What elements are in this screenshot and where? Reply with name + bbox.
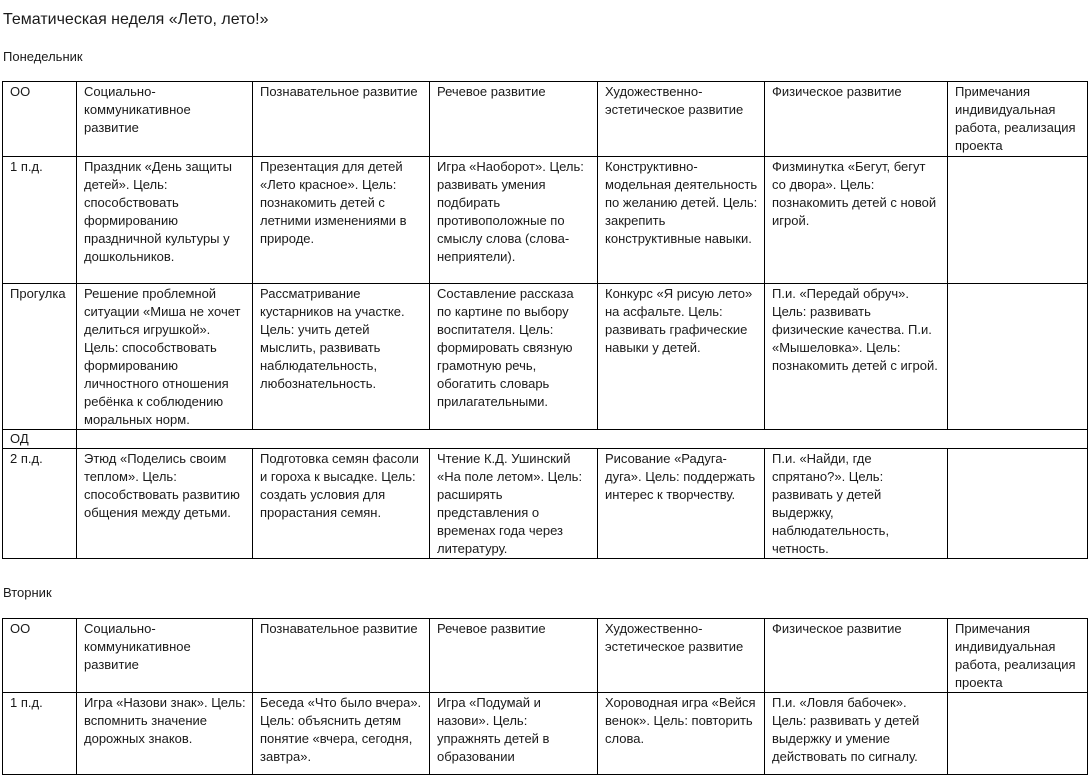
- table-row: [3, 157, 1088, 284]
- header-cell-notes: Примечания индивидуальная работа, реализация проекта: [948, 619, 1088, 693]
- table-cell: Игра «Подумай и назови». Цель: упражнять детей в образовании: [430, 693, 598, 775]
- row-label-cell: 1 п.д.: [3, 157, 77, 284]
- header-cell-oo: ОО: [3, 82, 77, 157]
- header-cell-artistic: Художественно-эстетическое развитие: [598, 82, 765, 157]
- table-cell: Конкурс «Я рисую лето» на асфальте. Цель: развивать графические навыки у детей.: [598, 284, 765, 430]
- day-heading-monday: Понедельник: [3, 49, 83, 64]
- table-cell: П.и. «Передай обруч». Цель: развивать физические качества. П.и. «Мышеловка». Цель: познакомить детей с игрой.: [765, 284, 948, 430]
- table-cell: П.и. «Найди, где спрятано?». Цель: развивать у детей выдержку, наблюдательность, четность.: [765, 449, 948, 559]
- table-cell: П.и. «Ловля бабочек». Цель: развивать у детей выдержку и умение действовать по сигналу.: [765, 693, 948, 775]
- header-cell-cognitive: Познавательное развитие: [253, 82, 430, 157]
- table-header-row: [3, 82, 1088, 157]
- header-cell-artistic: Художественно-эстетическое развитие: [598, 619, 765, 693]
- table-row: [3, 284, 1088, 430]
- header-cell-speech: Речевое развитие: [430, 82, 598, 157]
- table-cell: Решение проблемной ситуации «Миша не хочет делиться игрушкой». Цель: способствовать формированию личностного отношения ребёнка к соблюдению моральных норм.: [77, 284, 253, 430]
- table-cell: Рассматривание кустарников на участке. Цель: учить детей мыслить, развивать наблюдательность, любознательность.: [253, 284, 430, 430]
- row-label-cell: ОД: [3, 430, 77, 449]
- table-row: [3, 449, 1088, 559]
- row-label-cell: Прогулка: [3, 284, 77, 430]
- table-cell: [948, 284, 1088, 430]
- table-cell: Этюд «Поделись своим теплом». Цель: способствовать развитию общения между детьми.: [77, 449, 253, 559]
- table-cell: Физминутка «Бегут, бегут со двора». Цель: познакомить детей с новой игрой.: [765, 157, 948, 284]
- table-cell: Хороводная игра «Вейся венок». Цель: повторить слова.: [598, 693, 765, 775]
- header-cell-cognitive: Познавательное развитие: [253, 619, 430, 693]
- table-cell: Составление рассказа по картине по выбору воспитателя. Цель: формировать связную грамотную речь, обогатить словарь прилагательными.: [430, 284, 598, 430]
- table-cell: Конструктивно-модельная деятельность по желанию детей. Цель: закрепить конструктивные навыки.: [598, 157, 765, 284]
- row-label-cell: 2 п.д.: [3, 449, 77, 559]
- table-cell: Презентация для детей «Лето красное». Цель: познакомить детей с летними изменениями в природе.: [253, 157, 430, 284]
- table-cell: Игра «Наоборот». Цель: развивать умения подбирать противоположные по смыслу слова (слова-неприятели).: [430, 157, 598, 284]
- table-cell: Рисование «Радуга-дуга». Цель: поддержать интерес к творчеству.: [598, 449, 765, 559]
- header-cell-oo: ОО: [3, 619, 77, 693]
- schedule-table-tuesday: [2, 618, 1088, 775]
- header-cell-physical: Физическое развитие: [765, 82, 948, 157]
- page-title: Тематическая неделя «Лето, лето!»: [3, 11, 269, 28]
- table-cell-merged: [77, 430, 1088, 449]
- table-cell: Подготовка семян фасоли и гороха к высадке. Цель: создать условия для прорастания семян.: [253, 449, 430, 559]
- table-cell: [948, 157, 1088, 284]
- table-cell: [948, 449, 1088, 559]
- table-header-row: [3, 619, 1088, 693]
- table-row: [3, 693, 1088, 775]
- table-cell: Игра «Назови знак». Цель: вспомнить значение дорожных знаков.: [77, 693, 253, 775]
- table-cell: [948, 693, 1088, 775]
- table-cell: Праздник «День защиты детей». Цель: способствовать формированию праздничной культуры у дошкольников.: [77, 157, 253, 284]
- table-cell: Беседа «Что было вчера». Цель: объяснить детям понятие «вчера, сегодня, завтра».: [253, 693, 430, 775]
- header-cell-notes: Примечания индивидуальная работа, реализация проекта: [948, 82, 1088, 157]
- header-cell-physical: Физическое развитие: [765, 619, 948, 693]
- table-cell: Чтение К.Д. Ушинский «На поле летом». Цель: расширять представления о временах года через литературу.: [430, 449, 598, 559]
- header-cell-speech: Речевое развитие: [430, 619, 598, 693]
- schedule-table-monday: [2, 81, 1088, 559]
- row-label-cell: 1 п.д.: [3, 693, 77, 775]
- header-cell-social: Социально-коммуникативное развитие: [77, 619, 253, 693]
- table-row: [3, 430, 1088, 449]
- day-heading-tuesday: Вторник: [3, 585, 52, 600]
- header-cell-social: Социально-коммуникативное развитие: [77, 82, 253, 157]
